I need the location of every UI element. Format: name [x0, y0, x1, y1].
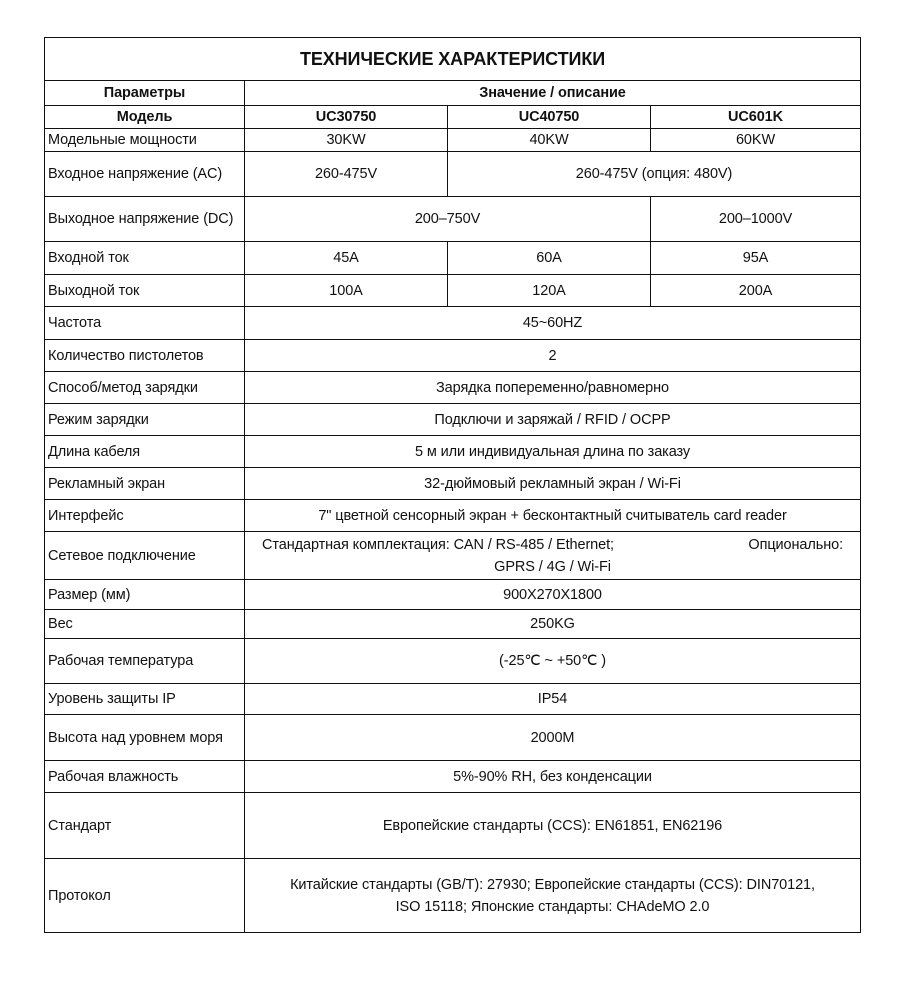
header-row — [45, 81, 861, 106]
row-label: Выходное напряжение (DC) — [45, 197, 245, 242]
params-header: Параметры — [45, 81, 245, 106]
table-row — [45, 610, 861, 639]
row-label: Модельные мощности — [45, 129, 245, 152]
network-line-1 — [248, 534, 857, 556]
row-value: 900X270X1800 — [245, 580, 861, 610]
row-value: 7" цветной сенсорный экран + бесконтактный считыватель card reader — [245, 500, 861, 532]
row-value: 260-475V — [245, 152, 448, 197]
protocol-line-2: ISO 15118; Японские стандарты: CHAdeMO 2.0 — [395, 898, 710, 915]
row-label: Рабочая температура — [45, 639, 245, 684]
table-row — [45, 197, 861, 242]
row-value: Подключи и заряжай / RFID / OCPP — [245, 404, 861, 436]
row-value: 200A — [651, 275, 861, 307]
model-row — [45, 106, 861, 129]
row-label: Размер (мм) — [45, 580, 245, 610]
row-label: Входной ток — [45, 242, 245, 275]
row-value: 40KW — [448, 129, 651, 152]
row-value — [245, 859, 861, 933]
row-label: Рабочая влажность — [45, 761, 245, 793]
table-row — [45, 340, 861, 372]
row-value: 2000M — [245, 715, 861, 761]
row-label: Способ/метод зарядки — [45, 372, 245, 404]
row-label: Стандарт — [45, 793, 245, 859]
row-value: Зарядка попеременно/равномерно — [245, 372, 861, 404]
model-name: UC40750 — [448, 106, 651, 129]
row-label: Режим зарядки — [45, 404, 245, 436]
row-label: Длина кабеля — [45, 436, 245, 468]
model-header: Модель — [45, 106, 245, 129]
row-label: Высота над уровнем моря — [45, 715, 245, 761]
table-row — [45, 532, 861, 580]
table-row — [45, 404, 861, 436]
table-row — [45, 242, 861, 275]
row-value: IP54 — [245, 684, 861, 715]
row-value: 120A — [448, 275, 651, 307]
table-row — [45, 859, 861, 933]
row-value: 2 — [245, 340, 861, 372]
network-optional: GPRS / 4G / Wi-Fi — [494, 558, 611, 575]
row-value: Европейские стандарты (CCS): EN61851, EN62196 — [245, 793, 861, 859]
row-value: 45A — [245, 242, 448, 275]
row-label: Выходной ток — [45, 275, 245, 307]
row-value: (-25℃ ~ +50℃ ) — [245, 639, 861, 684]
row-value — [245, 532, 861, 580]
spec-table — [44, 37, 861, 933]
row-value: 60KW — [651, 129, 861, 152]
value-header: Значение / описание — [245, 81, 861, 106]
row-value: 32-дюймовый рекламный экран / Wi-Fi — [245, 468, 861, 500]
table-row — [45, 500, 861, 532]
row-label: Интерфейс — [45, 500, 245, 532]
table-row — [45, 580, 861, 610]
row-label: Рекламный экран — [45, 468, 245, 500]
table-title: ТЕХНИЧЕСКИЕ ХАРАКТЕРИСТИКИ — [45, 38, 861, 81]
network-standard: Стандартная комплектация: CAN / RS-485 / Ethernet; — [262, 536, 614, 553]
table-row — [45, 761, 861, 793]
table-row — [45, 436, 861, 468]
model-name: UC601K — [651, 106, 861, 129]
row-label: Уровень защиты IP — [45, 684, 245, 715]
model-name: UC30750 — [245, 106, 448, 129]
row-value: 200–1000V — [651, 197, 861, 242]
row-label: Входное напряжение (AC) — [45, 152, 245, 197]
table-row — [45, 372, 861, 404]
table-row — [45, 152, 861, 197]
row-label: Сетевое подключение — [45, 532, 245, 580]
table-row — [45, 129, 861, 152]
table-row — [45, 468, 861, 500]
row-label: Частота — [45, 307, 245, 340]
row-value: 45~60HZ — [245, 307, 861, 340]
row-value: 260-475V (опция: 480V) — [448, 152, 861, 197]
row-label: Вес — [45, 610, 245, 639]
row-label: Количество пистолетов — [45, 340, 245, 372]
network-optional-label: Опционально: — [748, 536, 844, 553]
row-value: 250KG — [245, 610, 861, 639]
row-value: 100A — [245, 275, 448, 307]
row-value: 95A — [651, 242, 861, 275]
protocol-line-1: Китайские стандарты (GB/T): 27930; Европейские стандарты (CCS): DIN70121, — [290, 876, 815, 893]
row-label: Протокол — [45, 859, 245, 933]
row-value: 5 м или индивидуальная длина по заказу — [245, 436, 861, 468]
row-value: 30KW — [245, 129, 448, 152]
title-row — [45, 38, 861, 81]
table-row — [45, 715, 861, 761]
table-row — [45, 275, 861, 307]
table-row — [45, 793, 861, 859]
table-row — [45, 307, 861, 340]
table-row — [45, 684, 861, 715]
row-value: 200–750V — [245, 197, 651, 242]
row-value: 60A — [448, 242, 651, 275]
table-row — [45, 639, 861, 684]
row-value: 5%-90% RH, без конденсации — [245, 761, 861, 793]
